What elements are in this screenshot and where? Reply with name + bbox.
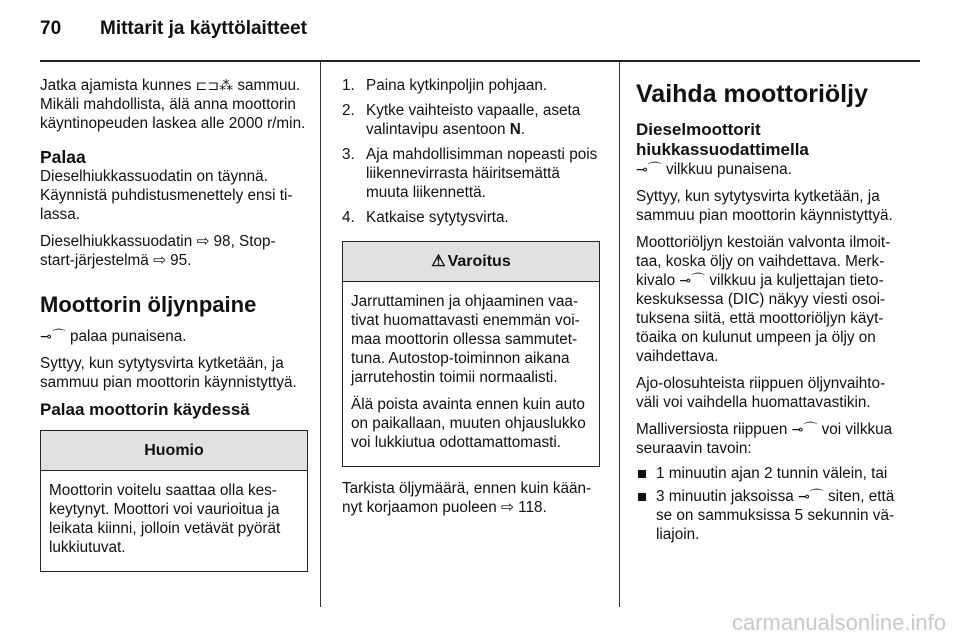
list-item (342, 145, 600, 202)
paragraph (40, 232, 308, 270)
paragraph: Ajo-olosuhteista riippuen öljynvaihtoväli voi vaihdella huomattavastikin. (636, 375, 886, 411)
heading-diesel: Dieselmoottorit hiukkassuodattimella (636, 120, 809, 159)
warning-triangle-icon: ⚠ (431, 253, 446, 270)
step-number: 1. (342, 77, 355, 94)
step-text: Katkaise sytytysvirta. (366, 209, 509, 226)
note-title: Huomio (41, 431, 307, 471)
heading-palaa: Palaa (40, 147, 86, 167)
page-ref-arrow-icon: ⇨ (153, 252, 166, 269)
text: Tarkista öljymäärä, ennen kuin käännyt korjaamon puoleen (342, 480, 592, 516)
heading-running: Palaa moottorin käydessä (40, 400, 250, 419)
warning-text: Älä poista avainta ennen kuin auto on paikallaan, muuten ohjauslukko voi lukkiutua odottamattomasti. (351, 396, 586, 451)
bullet-text: siten, että se on sammuksissa 5 sekunnin väliajoin. (656, 488, 895, 543)
filter-icon: ⊏⊐⁂ (195, 77, 234, 93)
text: sammuu. Mikäli mahdollista, älä anna moottorin käyntinopeuden laskea alle 2000 r/min. (40, 77, 306, 132)
text: Jatka ajamista kunnes (40, 77, 196, 94)
page-ref[interactable]: 118 (518, 499, 543, 516)
paragraph (40, 327, 308, 346)
paragraph: Syttyy, kun sytytysvirta kytketään, ja sammuu pian moottorin käynnistyttyä. (636, 188, 893, 224)
bullet-square-icon (638, 493, 646, 501)
bullet-square-icon (638, 470, 646, 478)
step-text: Aja mahdollisimman nopeasti pois liikennevirrasta häiritsemättä muuta liikennettä. (366, 146, 598, 201)
text: Malliversiosta riippuen (636, 421, 792, 438)
text: . (520, 121, 526, 138)
list-item (636, 487, 902, 544)
gear-position: N (509, 121, 521, 138)
bullet-text: 3 minuutin jaksoissa (656, 488, 798, 505)
bullet-list (636, 464, 902, 544)
oil-can-icon: ⊸⌒ (636, 161, 662, 177)
column-1 (40, 76, 308, 584)
text: Dieselhiukkassuodatin (40, 233, 197, 250)
warning-box (342, 241, 600, 467)
warning-header (343, 242, 599, 282)
oil-can-icon: ⊸⌒ (679, 272, 706, 288)
text: voi vilkkua seuraavin tavoin: (636, 421, 893, 457)
paragraph (342, 479, 600, 517)
column-2 (342, 76, 600, 525)
oil-can-icon: ⊸⌒ (798, 488, 824, 504)
heading-change-oil: Vaihda moottoriöljy (636, 80, 868, 108)
paragraph: Dieselhiukkassuodatin on täynnä. Käynnistä puhdistusmenettely ensi tilassa. (40, 168, 293, 223)
text: vilkkuu punaisena. (661, 161, 792, 178)
text: . (542, 499, 547, 516)
text: Moottoriöljyn kestoiän valvonta ilmoittaa, koska öljy on vaihdettava. Merkkivalo (636, 234, 891, 289)
column-3 (636, 76, 902, 548)
page-ref-arrow-icon: ⇨ (501, 499, 514, 516)
list-item (342, 208, 600, 227)
text: vilkkuu ja kuljettajan tietokeskuksessa (DIC) näkyy viesti osoituksena siitä, että moottoriöljyn käyttöaika on kulunut umpeen ja öljy on vaihdettava. (636, 272, 886, 365)
oil-can-icon: ⊸⌒ (791, 421, 818, 437)
page-number: 70 (40, 18, 62, 39)
heading-oil-pressure: Moottorin öljynpaine (40, 292, 257, 317)
step-number: 4. (342, 209, 355, 226)
bullet-text: 1 minuutin ajan 2 tunnin välein, tai (656, 465, 888, 482)
paragraph: Syttyy, kun sytytysvirta kytketään, ja sammuu pian moottorin käynnistyttyä. (40, 355, 297, 391)
list-item (342, 101, 600, 139)
step-number: 2. (342, 102, 355, 119)
paragraph (636, 420, 902, 458)
page-header (40, 18, 307, 40)
header-rule (40, 60, 920, 62)
text: . (187, 252, 192, 269)
paragraph (636, 160, 902, 179)
page-ref-arrow-icon: ⇨ (196, 233, 210, 250)
warning-title: Varoitus (447, 253, 511, 270)
step-text: Kytke vaihteisto vapaalle, aseta valintavipu asentoon (366, 102, 581, 138)
text: palaa punaisena. (65, 328, 187, 345)
list-item (342, 76, 600, 95)
page-ref[interactable]: 95 (170, 252, 188, 269)
watermark: carmanualsonline.info (731, 610, 946, 635)
column-divider-2 (619, 62, 620, 607)
paragraph (636, 233, 902, 366)
list-item (636, 464, 902, 483)
note-box (40, 430, 308, 572)
column-divider-1 (320, 62, 321, 607)
oil-can-icon: ⊸⌒ (40, 328, 66, 344)
warning-text: Jarruttaminen ja ohjaaminen vaativat huomattavasti enemmän voimaa moottorin ollessa sammutettuna. Autostop-toiminnon aikana jarrutehostin toimii normaalisti. (351, 293, 580, 386)
chapter-title: Mittarit ja käyttölaitteet (100, 18, 307, 39)
step-text: Paina kytkinpoljin pohjaan. (366, 77, 548, 94)
step-number: 3. (342, 146, 355, 163)
page-ref[interactable]: 98 (213, 233, 231, 250)
steps-list (342, 76, 600, 227)
text: , Stop-start-järjestelmä (40, 233, 276, 269)
note-body: Moottorin voitelu saattaa olla keskeytynyt. Moottori voi vaurioitua ja leikata kiinni, jolloin vetävät pyörät lukkiutuvat. (49, 482, 281, 556)
paragraph (40, 76, 308, 133)
